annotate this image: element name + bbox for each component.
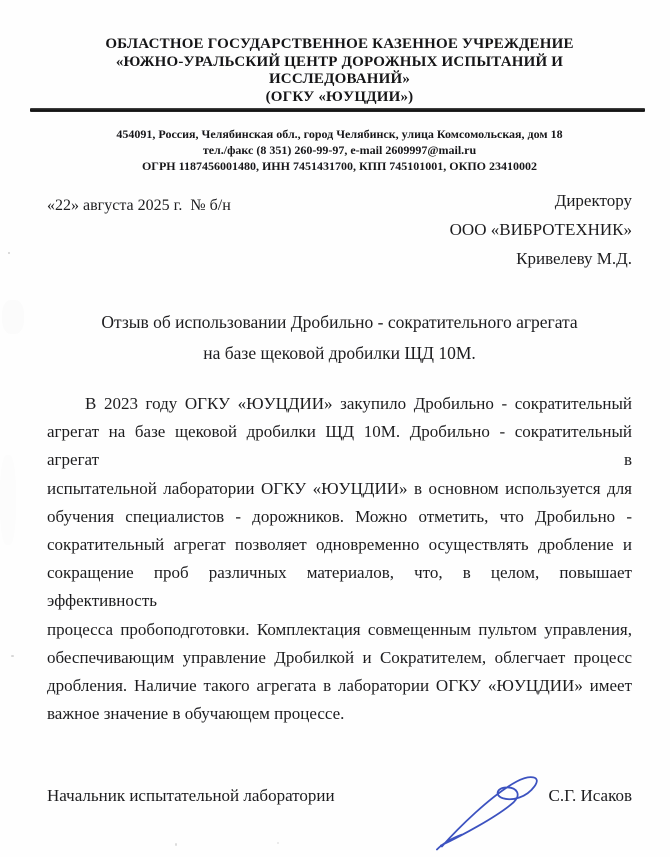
contacts-registry-line: ОГРН 1187456001480, ИНН 7451431700, КПП 745101001, ОКПО 23410002 [141,159,538,173]
letter-date-number: «22» августа 2025 г. № б/н [47,197,231,214]
scan-smudge [2,300,24,334]
scan-smudge [0,455,16,545]
scan-speck [277,842,279,844]
handwritten-signature-icon [432,768,560,857]
org-line: ОБЛАСТНОЕ ГОСУДАРСТВЕННОЕ КАЗЕННОЕ УЧРЕЖДЕНИЕ [105,36,574,52]
signature-block [47,784,632,806]
body-line: обучения специалистов - дорожников. Можно отметить, что Дробильно - [47,506,632,526]
scan-speck [8,252,10,254]
addressee-block [450,186,632,274]
scan-speck [175,843,177,846]
org-line: (ОГКУ «ЮУЦДИИ») [265,88,414,105]
addressee-person: Кривелеву М.Д. [516,249,632,268]
date-addressee-row [47,186,632,274]
signer-name: С.Г. Исаков [548,786,632,806]
scan-speck [11,655,14,657]
signature-stroke [437,778,537,850]
addressee-position: Директору [554,191,632,210]
letter-title-line: на базе щековой дробилки ЩД 10М. [203,343,476,363]
contacts-phone-email-line: тел./факс (8 351) 260-99-97, e-mail 2609997@mail.ru [202,143,477,157]
body-line: В 2023 году ОГКУ «ЮУЦДИИ» закупило Дробильно - сократительный [85,394,632,413]
body-line: испытательной лаборатории ОГКУ «ЮУЦДИИ» в основном используется для [47,478,632,498]
letterhead-divider-rule [30,108,645,112]
body-line: агрегат на базе щековой дробилки ЩД 10М. Дробильно - сократительный агрегат в [47,422,632,470]
body-line: важное значение в обучающем процессе. [47,704,345,724]
body-line: дробления. Наличие такого агрегата в лаборатории ОГКУ «ЮУЦДИИ» имеет [47,676,632,696]
contacts-address-line: 454091, Россия, Челябинская обл., город Челябинск, улица Комсомольская, дом 18 [116,127,563,141]
letter-title [47,307,632,369]
letter-body [47,390,632,728]
letterhead-contacts [47,126,632,174]
org-line: «ЮЖНО-УРАЛЬСКИЙ ЦЕНТР ДОРОЖНЫХ ИСПЫТАНИЙ И ИССЛЕДОВАНИЙ» [115,53,564,87]
letter-title-line: Отзыв об использовании Дробильно - сократительного агрегата [101,312,578,332]
addressee-company: ООО «ВИБРОТЕХНИК» [449,220,632,239]
signer-position: Начальник испытательной лаборатории [47,786,335,806]
body-line: процесса пробоподготовки. Комплектация совмещенным пультом управления, [47,619,632,639]
body-line: сокращение проб различных материалов, что, в целом, повышает эффективность [47,563,632,611]
body-line: обеспечивающим управление Дробилкой и Сократителем, облегчает процесс [47,647,632,667]
letterhead-org-name [47,36,632,106]
body-line: сократительный агрегат позволяет одновременно осуществлять дробление и [47,535,632,555]
